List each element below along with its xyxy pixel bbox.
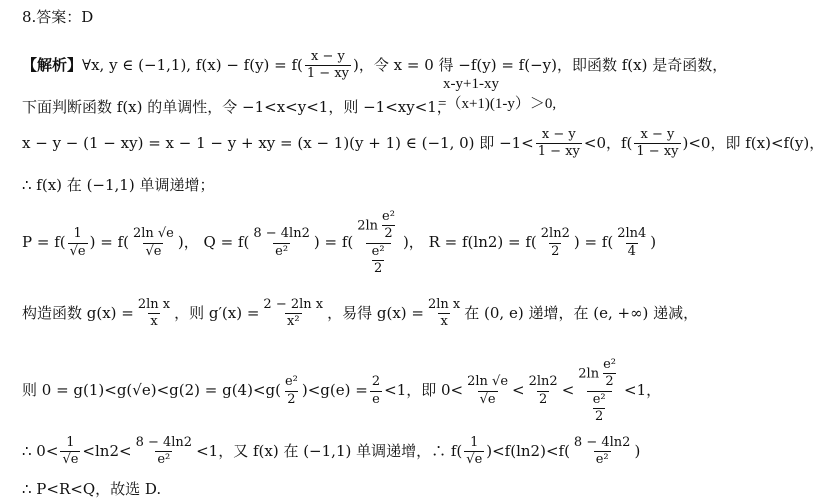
fraction-numerator: 1 [66, 435, 75, 450]
analysis-tag: 【解析】 [22, 55, 83, 74]
fraction-numerator: 8 − 4ln2 [573, 435, 631, 450]
inserted-expression-denominator: =（x+1)(1-y）＞0, [438, 96, 557, 112]
l3-text-a: x − y − (1 − xy) = x − 1 − y + xy = (x − 1)(y + 1) ∈ (−1, 0) 即 −1< [22, 133, 534, 152]
analysis-line-6 [22, 298, 698, 330]
inserted-expression-numerator: x-y+1-xy [443, 76, 499, 92]
l6-text-b: ，则 g′(x) = [174, 303, 260, 322]
fraction-denominator: x [150, 314, 158, 330]
l6-text-a: 构造函数 g(x) = [22, 303, 134, 322]
l3-text-b: <0，f( [583, 133, 633, 152]
l8-text-c: <1，又 f(x) 在 (−1,1) 单调递增，∴ f( [196, 441, 463, 460]
fraction [539, 227, 572, 259]
fraction-denominator: √e [466, 452, 483, 468]
fraction [261, 298, 325, 330]
fraction-numerator [576, 358, 622, 391]
fraction-numerator: x − y [541, 127, 576, 142]
fraction [426, 298, 462, 330]
fraction [464, 436, 484, 468]
l6-text-c: ，易得 g(x) = [327, 303, 424, 322]
fraction-denominator: √e [69, 243, 86, 259]
fraction [634, 128, 680, 160]
fraction-numerator: 2ln2 [528, 374, 558, 390]
fraction-numerator: e² [603, 357, 616, 372]
nested-fraction [355, 210, 401, 276]
fraction-denominator: 2 [595, 408, 604, 424]
fraction-denominator: 2 [539, 391, 548, 407]
analysis-line-9 [22, 478, 161, 499]
fraction-denominator: 2 [287, 391, 296, 407]
fraction [536, 128, 582, 160]
l3-text-c: )<0，即 f(x)<f(y)， [682, 133, 824, 152]
fraction-numerator: 2ln4 [617, 226, 647, 242]
fraction [380, 210, 397, 242]
fraction-denominator: x [440, 314, 448, 330]
fraction-denominator [587, 391, 612, 425]
l8-text-a: ∴ 0< [22, 441, 59, 460]
l2-text: 下面判断函数 f(x) 的单调性，令 −1<x<y<1，则 −1<xy<1， [22, 98, 452, 116]
fraction-numerator: x − y [311, 49, 345, 64]
answer-header: 8.答案：D [22, 8, 94, 26]
fraction [370, 375, 382, 407]
ln-label: 2ln [578, 366, 600, 382]
fraction-denominator: x² [287, 314, 300, 330]
l8-text-e: ) [634, 441, 641, 460]
fraction-denominator: √e [479, 391, 496, 407]
fraction [283, 375, 300, 407]
fraction-denominator: 2 [551, 243, 560, 259]
fraction-numerator: 8 − 4ln2 [253, 226, 310, 242]
fraction [60, 436, 80, 468]
fraction-denominator: e² [275, 243, 289, 259]
fraction-numerator: 2 − 2ln x [263, 297, 324, 312]
conclusion-text: ∴ P<R<Q，故选 D. [22, 480, 162, 498]
q-def-c: )， [402, 233, 424, 252]
fraction-numerator: e² [382, 209, 395, 224]
fraction-numerator: e² [592, 391, 606, 407]
fraction-numerator: 2ln x [137, 297, 171, 312]
fraction-denominator: e² [157, 452, 171, 468]
fraction-denominator: 4 [627, 243, 636, 259]
fraction-denominator: √e [62, 452, 79, 468]
fraction [572, 436, 633, 468]
l7-text-a: 则 0 = g(1)<g(√e)<g(2) = g(4)<g( [22, 381, 281, 400]
nested-fraction [576, 358, 622, 424]
fraction-denominator: e² [595, 452, 609, 468]
fraction-numerator: e² [284, 374, 298, 390]
fraction-denominator: 2 [605, 374, 614, 390]
fraction [591, 393, 608, 425]
fraction [134, 436, 195, 468]
fraction-numerator: e² [371, 243, 385, 259]
fraction-denominator: 1 − xy [537, 144, 580, 160]
analysis-line-5 [22, 210, 656, 276]
fraction-denominator: e [372, 391, 380, 407]
fraction-numerator: x − y [640, 127, 675, 142]
p-def-a: P = f( [22, 233, 66, 252]
analysis-line-7 [22, 358, 661, 424]
l7-text-end: <1， [624, 381, 662, 400]
fraction [68, 227, 88, 259]
l7-text-b: )<g(e) = [301, 381, 368, 400]
l8-text-d: )<f(ln2)<f( [486, 441, 570, 460]
q-def-a: Q = f( [203, 233, 250, 252]
fraction-numerator: 2 [371, 374, 381, 390]
fraction-denominator: 2 [373, 260, 383, 276]
fraction [370, 245, 387, 277]
l8-text-b: <ln2< [82, 441, 132, 460]
l4-text: ∴ f(x) 在 (−1,1) 单调递增； [22, 176, 215, 194]
fraction-numerator: 2ln √e [132, 226, 174, 242]
analysis-line-4 [22, 174, 214, 195]
fraction [527, 375, 560, 407]
fraction-denominator: 2 [384, 226, 393, 242]
fraction [131, 227, 176, 259]
ln-label: 2ln [357, 218, 379, 234]
fraction-numerator [355, 210, 401, 243]
analysis-line-2 [22, 96, 452, 117]
r-def-b: ) = f( [573, 233, 614, 252]
q-def-b: ) = f( [313, 233, 354, 252]
analysis-line-3 [22, 128, 824, 160]
fraction-numerator: 1 [470, 435, 479, 450]
fraction-denominator: 1 − xy [636, 144, 679, 160]
r-def-c: ) [650, 233, 657, 252]
r-def-a: R = f(ln2) = f( [428, 233, 537, 252]
fraction [615, 227, 648, 259]
fraction-numerator: 2ln √e [467, 374, 509, 390]
fraction [465, 375, 510, 407]
fraction-numerator: 1 [73, 226, 82, 242]
less-than: < [512, 381, 525, 400]
fraction-numerator: 8 − 4ln2 [135, 435, 193, 450]
fraction-denominator [366, 243, 391, 277]
fraction [251, 227, 312, 259]
fraction [136, 298, 172, 330]
analysis-line-8 [22, 436, 640, 468]
l7-text-c: <1，即 0< [384, 381, 464, 400]
l6-text-d: 在 (0, e) 递增，在 (e, +∞) 递减， [464, 303, 699, 322]
l1-text-b: )，令 x = 0 得 −f(y) = f(−y)，即函数 f(x) 是奇函数， [353, 55, 728, 74]
p-def-c: )， [177, 233, 199, 252]
fraction-denominator: 1 − xy [306, 66, 350, 82]
analysis-line-1 [22, 50, 727, 82]
fraction [601, 358, 618, 390]
fraction-numerator: 2ln2 [540, 226, 570, 242]
fraction [305, 50, 351, 82]
l1-text-a: ∀x, y ∈ (−1,1), f(x) − f(y) = f( [82, 55, 303, 74]
fraction-denominator: √e [145, 243, 162, 259]
less-than: < [561, 381, 575, 400]
p-def-b: ) = f( [89, 233, 129, 252]
fraction-numerator: 2ln x [428, 297, 461, 312]
